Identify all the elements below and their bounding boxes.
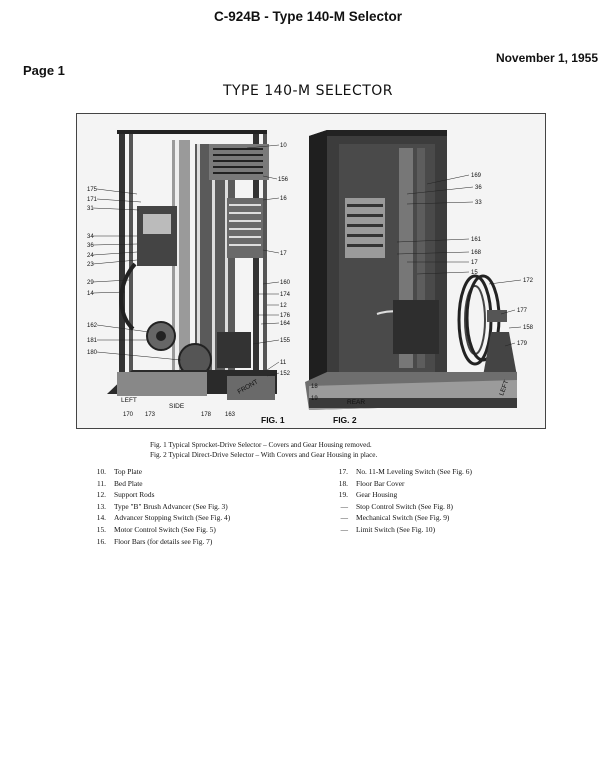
legend-item: [326, 479, 472, 491]
legend-left-column: [84, 467, 230, 548]
legend-number: —: [340, 513, 348, 523]
legend-item: [326, 490, 472, 502]
fig2-side-label-rear: REAR: [347, 399, 366, 406]
fig2-label: FIG. 2: [333, 415, 357, 425]
callout-number: 17: [471, 260, 478, 266]
callout-number: 170: [123, 412, 134, 418]
fig1-side-label-front: FRONT: [236, 378, 260, 396]
figure-photo-panel: [76, 113, 546, 429]
callout-number: 181: [87, 338, 98, 344]
legend-number: 19.: [338, 490, 348, 500]
fig1-callouts-bottom: [123, 412, 236, 418]
callout-number: 168: [471, 250, 482, 256]
callout-number: 36: [87, 243, 94, 249]
legend-number: 13.: [96, 501, 106, 511]
callout-number: 172: [523, 278, 534, 284]
callout-number: 29: [87, 280, 94, 286]
legend-item: [84, 479, 230, 491]
callout-number: 162: [87, 323, 98, 329]
callout-number: 161: [471, 237, 482, 243]
legend-item: [326, 467, 472, 479]
legend-item: [84, 525, 230, 537]
document-title: TYPE 140-M SELECTOR: [222, 83, 394, 99]
legend-text: Stop Control Switch (See Fig. 8): [356, 501, 453, 511]
legend-text: Floor Bar Cover: [356, 478, 405, 488]
legend-text: Floor Bars (for details see Fig. 7): [114, 536, 213, 546]
callout-number: 12: [280, 303, 287, 309]
legend-item: [84, 513, 230, 525]
callout-number: 34: [87, 234, 94, 240]
legend-item: [84, 537, 230, 549]
legend-text: Advancer Stopping Switch (See Fig. 4): [114, 513, 231, 523]
legend-text: Gear Housing: [356, 490, 398, 500]
legend-text: Support Rods: [114, 490, 155, 500]
callout-number: 33: [475, 200, 482, 206]
callout-number: 174: [280, 292, 291, 298]
legend-number: —: [340, 524, 348, 534]
legend-item: [326, 525, 472, 537]
callout-number: 176: [280, 313, 291, 319]
fig2-machine-drawing: [305, 130, 517, 410]
fig2-side-label-left: LEFT: [498, 379, 511, 397]
callout-number: 152: [280, 371, 291, 377]
caption-fig2: Fig. 2 Typical Direct-Drive Selector – With Covers and Gear Housing in place.: [150, 451, 378, 459]
legend-number: 12.: [96, 490, 106, 500]
fig1-side-label-left: LEFT: [121, 397, 137, 404]
callout-leader-line: [97, 352, 181, 360]
selector-illustration: [77, 114, 545, 428]
callout-number: 171: [87, 197, 98, 203]
legend-number: 10.: [96, 467, 106, 476]
legend-text: Bed Plate: [114, 478, 143, 488]
callout-number: 180: [87, 350, 98, 356]
callout-number: 164: [280, 321, 291, 327]
callout-number: 178: [201, 412, 212, 418]
legend-number: 11.: [97, 478, 106, 488]
callout-number: 24: [87, 253, 94, 259]
callout-number: 36: [475, 185, 482, 191]
callout-number: 179: [517, 341, 528, 347]
callout-number: 16: [280, 196, 287, 202]
callout-number: 15: [471, 270, 478, 276]
callout-number: 14: [87, 291, 94, 297]
fig1-side-label-side: SIDE: [169, 403, 185, 410]
callout-leader-line: [509, 327, 521, 328]
legend-number: 18.: [338, 478, 348, 488]
fig1-machine-drawing: [107, 130, 277, 400]
callout-number: 160: [280, 280, 291, 286]
callout-number: 11: [280, 360, 287, 366]
callout-number: 158: [523, 325, 534, 331]
fig1-label: FIG. 1: [261, 415, 285, 425]
callout-number: 163: [225, 412, 236, 418]
legend-text: Top Plate: [114, 467, 143, 476]
legend-item: [326, 513, 472, 525]
legend-item: [84, 490, 230, 502]
callout-number: 156: [278, 177, 289, 183]
legend-item: [84, 502, 230, 514]
legend-item: [326, 502, 472, 514]
callout-number: 23: [87, 262, 94, 268]
caption-fig1: Fig. 1 Typical Sprocket-Drive Selector – Covers and Gear Housing removed.: [150, 441, 372, 449]
legend-text: No. 11-M Leveling Switch (See Fig. 6): [356, 467, 472, 476]
legend-number: 17.: [338, 467, 348, 476]
callout-number: 17: [280, 251, 287, 257]
figure-captions: [150, 440, 540, 460]
callout-number: 19: [311, 396, 318, 402]
legend-number: 14.: [96, 513, 106, 523]
callout-number: 18: [311, 384, 318, 390]
callout-number: 31: [87, 206, 94, 212]
legend-text: Type "B" Brush Advancer (See Fig. 3): [114, 501, 228, 511]
callout-number: 177: [517, 308, 528, 314]
legend-text: Mechanical Switch (See Fig. 9): [356, 513, 450, 523]
callout-leader-line: [489, 280, 521, 284]
legend-item: [84, 467, 230, 479]
callout-number: 169: [471, 173, 482, 179]
callout-number: 173: [145, 412, 156, 418]
legend-right-column: [326, 467, 472, 537]
document-date: November 1, 1955: [495, 51, 598, 65]
callout-number: 10: [280, 143, 287, 149]
document-header-title: C-924B - Type 140-M Selector: [213, 9, 403, 24]
page-number: Page 1: [23, 63, 65, 78]
callout-leader-line: [267, 362, 279, 370]
callout-number: 155: [280, 338, 291, 344]
legend-number: 16.: [96, 536, 106, 546]
legend-number: 15.: [96, 524, 106, 534]
legend-text: Motor Control Switch (See Fig. 5): [114, 524, 216, 534]
callout-number: 175: [87, 187, 98, 193]
legend-text: Limit Switch (See Fig. 10): [356, 524, 436, 534]
legend-number: —: [340, 501, 348, 511]
